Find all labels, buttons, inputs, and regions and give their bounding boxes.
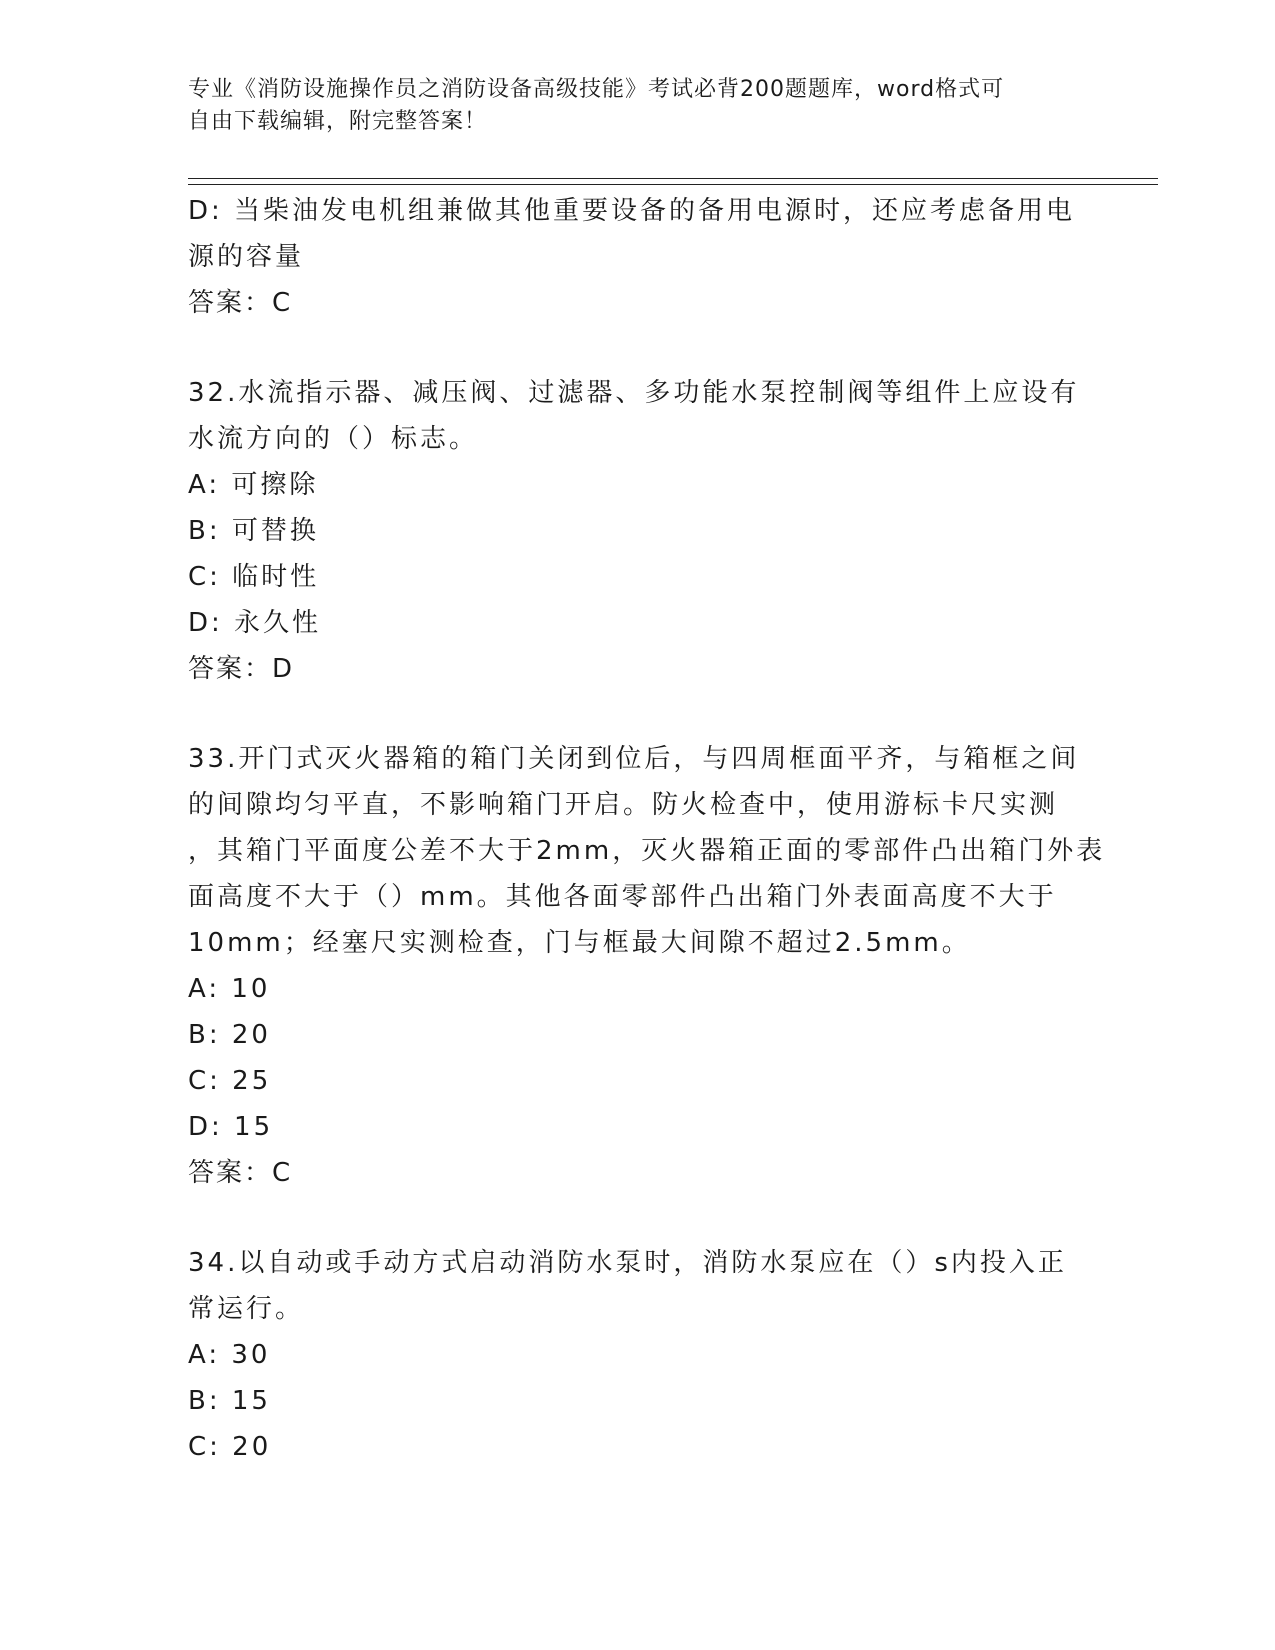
question-text-line: 水流方向的（）标志。 — [188, 424, 479, 454]
option-d: D: 永久性 — [188, 608, 322, 638]
question-text-line: ，其箱门平面度公差不大于2mm，灭火器箱正面的零部件凸出箱门外表 — [188, 836, 1106, 866]
header-line-2: 自由下载编辑，附完整答案！ — [188, 109, 488, 134]
answer-line: 答案：D — [188, 654, 295, 684]
option-a: A: 可擦除 — [188, 470, 319, 500]
option-d-line-1: D: 当柴油发电机组兼做其他重要设备的备用电源时，还应考虑备用电 — [188, 196, 1076, 226]
option-b: B: 可替换 — [188, 516, 319, 546]
question-text-line: 32.水流指示器、减压阀、过滤器、多功能水泵控制阀等组件上应设有 — [188, 378, 1080, 408]
option-b: B: 20 — [188, 1020, 271, 1050]
question-32 — [188, 370, 1088, 692]
option-d-line-2: 源的容量 — [188, 242, 305, 272]
prev-question-block — [188, 188, 1088, 326]
question-text-line: 34.以自动或手动方式启动消防水泵时，消防水泵应在（）s内投入正 — [188, 1248, 1067, 1278]
question-text-line: 10mm；经塞尺实测检查，门与框最大间隙不超过2.5mm。 — [188, 928, 971, 958]
header-line-1: 专业《消防设施操作员之消防设备高级技能》考试必背200题题库，word格式可 — [188, 77, 1005, 102]
answer-line: 答案：C — [188, 288, 293, 318]
option-a: A: 10 — [188, 974, 271, 1004]
option-c: C: 临时性 — [188, 562, 320, 592]
header-divider-bottom — [188, 184, 1158, 185]
document-header — [188, 74, 1068, 138]
question-text-line: 的间隙均匀平直，不影响箱门开启。防火检查中，使用游标卡尺实测 — [188, 790, 1059, 820]
option-b: B: 15 — [188, 1386, 271, 1416]
option-c: C: 25 — [188, 1066, 272, 1096]
question-content — [188, 188, 1106, 1470]
option-a: A: 30 — [188, 1340, 271, 1370]
question-text-line: 面高度不大于（）mm。其他各面零部件凸出箱门外表面高度不大于 — [188, 882, 1057, 912]
option-d: D: 15 — [188, 1112, 274, 1142]
question-text-line: 常运行。 — [188, 1294, 305, 1324]
question-33 — [188, 736, 1106, 1196]
answer-line: 答案：C — [188, 1158, 293, 1188]
question-text-line: 33.开门式灭火器箱的箱门关闭到位后，与四周框面平齐，与箱框之间 — [188, 744, 1080, 774]
question-34 — [188, 1240, 1088, 1470]
option-c: C: 20 — [188, 1432, 272, 1462]
header-divider-top — [188, 178, 1158, 179]
